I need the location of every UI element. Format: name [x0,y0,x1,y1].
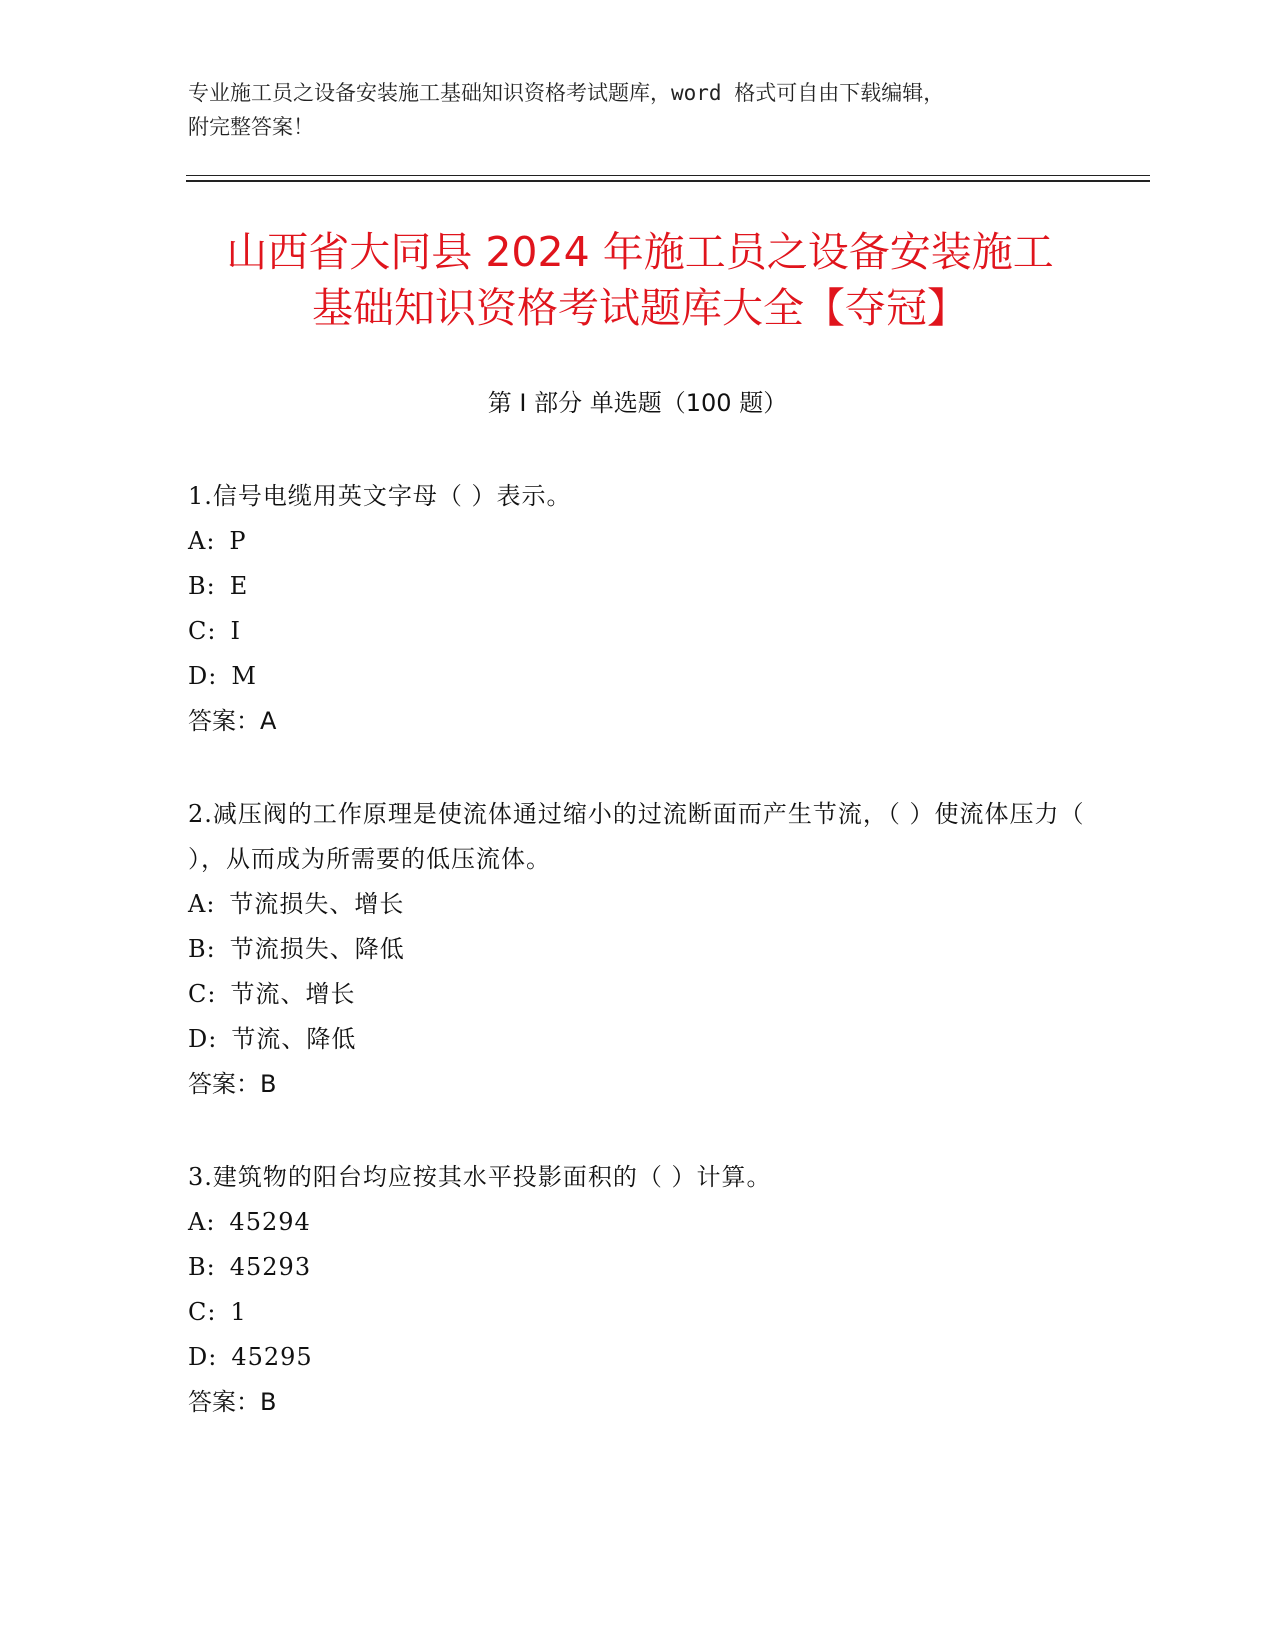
header-note-line-2: 附完整答案！ [188,115,314,139]
document-title-line-1: 山西省大同县 2024 年施工员之设备安装施工 [226,228,1054,276]
question-text: 1.信号电缆用英文字母（ ）表示。 [188,482,572,510]
question-block [188,1155,1088,1425]
option-text: 45293 [229,1253,312,1281]
header-note [188,76,1088,144]
question-block [188,792,1088,1107]
option-key: D: [188,1343,218,1371]
option-key: B: [188,1253,216,1281]
question-text: 2.减压阀的工作原理是使流体通过缩小的过流断面而产生节流，（ ）使流体压力（ ），从而成为所需要的低压流体。 [188,800,1085,873]
option-key: A: [188,890,216,918]
option-b [188,1245,1088,1290]
option-key: C: [188,617,217,645]
option-d [188,1335,1088,1380]
option-key: B: [188,572,216,600]
option-text: 45295 [231,1343,313,1371]
document-title [150,224,1130,336]
option-key: D: [188,1025,218,1053]
answer-line: 答案：B [188,1388,277,1416]
option-text: I [230,617,241,645]
option-text: M [231,662,257,690]
option-key: C: [188,1298,217,1326]
option-key: D: [188,662,218,690]
header-note-line-1: 专业施工员之设备安装施工基础知识资格考试题库，word 格式可自由下载编辑， [188,81,945,105]
header-divider-thin [186,175,1150,176]
option-text: 节流损失、增长 [229,890,405,918]
option-a [188,1200,1088,1245]
option-text: 节流损失、降低 [229,935,405,963]
option-d [188,654,1088,699]
header-divider-thick [186,180,1150,182]
answer-line: 答案：A [188,707,277,735]
option-c [188,609,1088,654]
question-text: 3.建筑物的阳台均应按其水平投影面积的（ ）计算。 [188,1163,772,1191]
option-text: 节流、增长 [230,980,356,1008]
option-a [188,519,1088,564]
option-key: A: [188,1208,216,1236]
option-text: E [229,572,249,600]
question-block [188,474,1088,744]
option-key: C: [188,980,217,1008]
option-a [188,882,1088,927]
document-title-line-2: 基础知识资格考试题库大全【夺冠】 [312,284,968,332]
option-b [188,927,1088,972]
option-text: 节流、降低 [231,1025,357,1053]
option-text: P [229,527,247,555]
option-text: 45294 [229,1208,311,1236]
option-b [188,564,1088,609]
option-text: 1 [230,1298,247,1326]
section-heading: 第 I 部分 单选题（100 题） [487,389,788,417]
option-d [188,1017,1088,1062]
option-c [188,972,1088,1017]
answer-line: 答案：B [188,1070,277,1098]
option-key: A: [188,527,216,555]
option-c [188,1290,1088,1335]
option-key: B: [188,935,216,963]
